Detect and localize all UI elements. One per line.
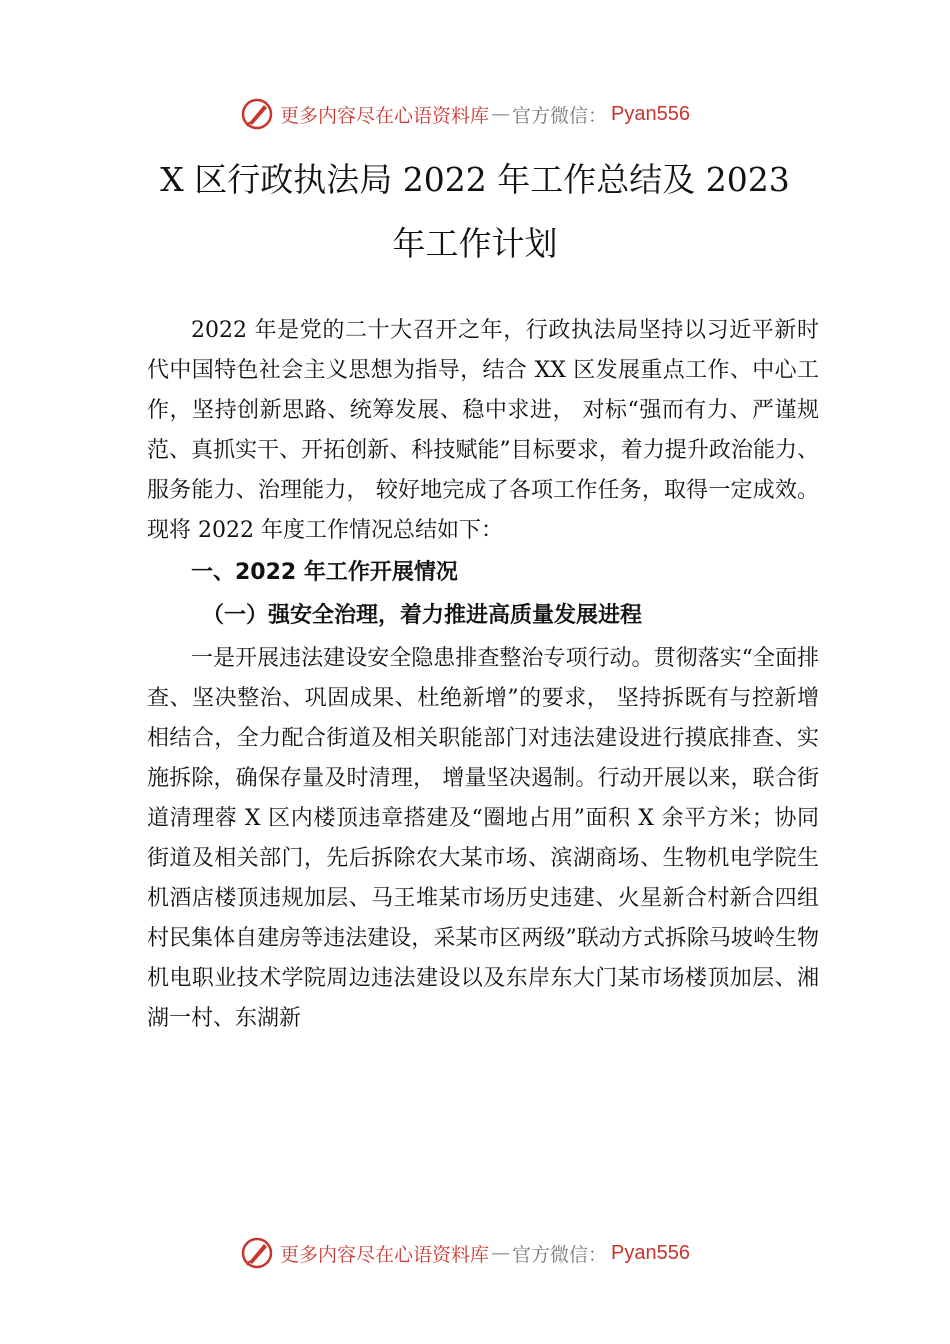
banner-wechat-id: Pyan556 <box>611 102 690 125</box>
intro-paragraph: 2022 年是党的二十大召开之年，行政执法局坚持以习近平新时代中国特色社会主义思想为指导，结合 XX 区发展重点工作、中心工作，坚持创新思路、统筹发展、稳中求进， 对标“强而有力、严谨规范、真抓实干、开拓创新、科技赋能”目标要求，着力提升政治能力、服务能力、治理能力， 较好地完成了各项工作任务，取得一定成效。现将 2022 年度工作情况总结如下： <box>147 318 819 543</box>
banner-wechat-label: 官方微信： <box>512 104 608 127</box>
banner-wechat-id: Pyan556 <box>611 1241 690 1264</box>
banner-wechat-label: 官方微信： <box>512 1243 608 1266</box>
document-title-line1: X 区行政执法局 2022 年工作总结及 2023 <box>160 160 790 199</box>
section-heading: 一、2022 年工作开展情况 <box>191 560 458 585</box>
body-paragraph: 一是开展违法建设安全隐患排查整治专项行动。贯彻落实“全面排查、坚决整治、巩固成果、杜绝新增”的要求， 坚持拆既有与控新增相结合，全力配合街道及相关职能部门对违法建设进行摸底排查、实施拆除，确保存量及时清理， 增量坚决遏制。行动开展以来，联合街道清理蓉 X 区内楼顶违章搭建及“圈地占用”面积 X 余平方米；协同街道及相关部门，先后拆除农大某市场、滨湖商场、生物机电学院生机酒店楼顶违规加层、马王堆某市场历史违建、火星新合村新合四组村民集体自建房等违法建设，采某市区两级”联动方式拆除马坡岭生物机电职业技术学院周边违法建设以及东岸东大门某市场楼顶加层、湘湖一村、东湖新 <box>147 646 819 1031</box>
header-banner <box>240 94 760 134</box>
footer-banner <box>240 1233 760 1273</box>
banner-separator: — <box>491 103 511 125</box>
banner-text: 更多内容尽在心语资料库 <box>280 1243 490 1266</box>
quill-circle-icon <box>240 97 274 131</box>
banner-text: 更多内容尽在心语资料库 <box>280 104 490 127</box>
document-title-line2: 年工作计划 <box>392 224 558 263</box>
document-body <box>147 311 819 1039</box>
quill-circle-icon <box>240 1236 274 1270</box>
banner-separator: — <box>491 1242 511 1264</box>
subsection-heading: （一）强安全治理，着力推进高质量发展进程 <box>202 602 643 628</box>
